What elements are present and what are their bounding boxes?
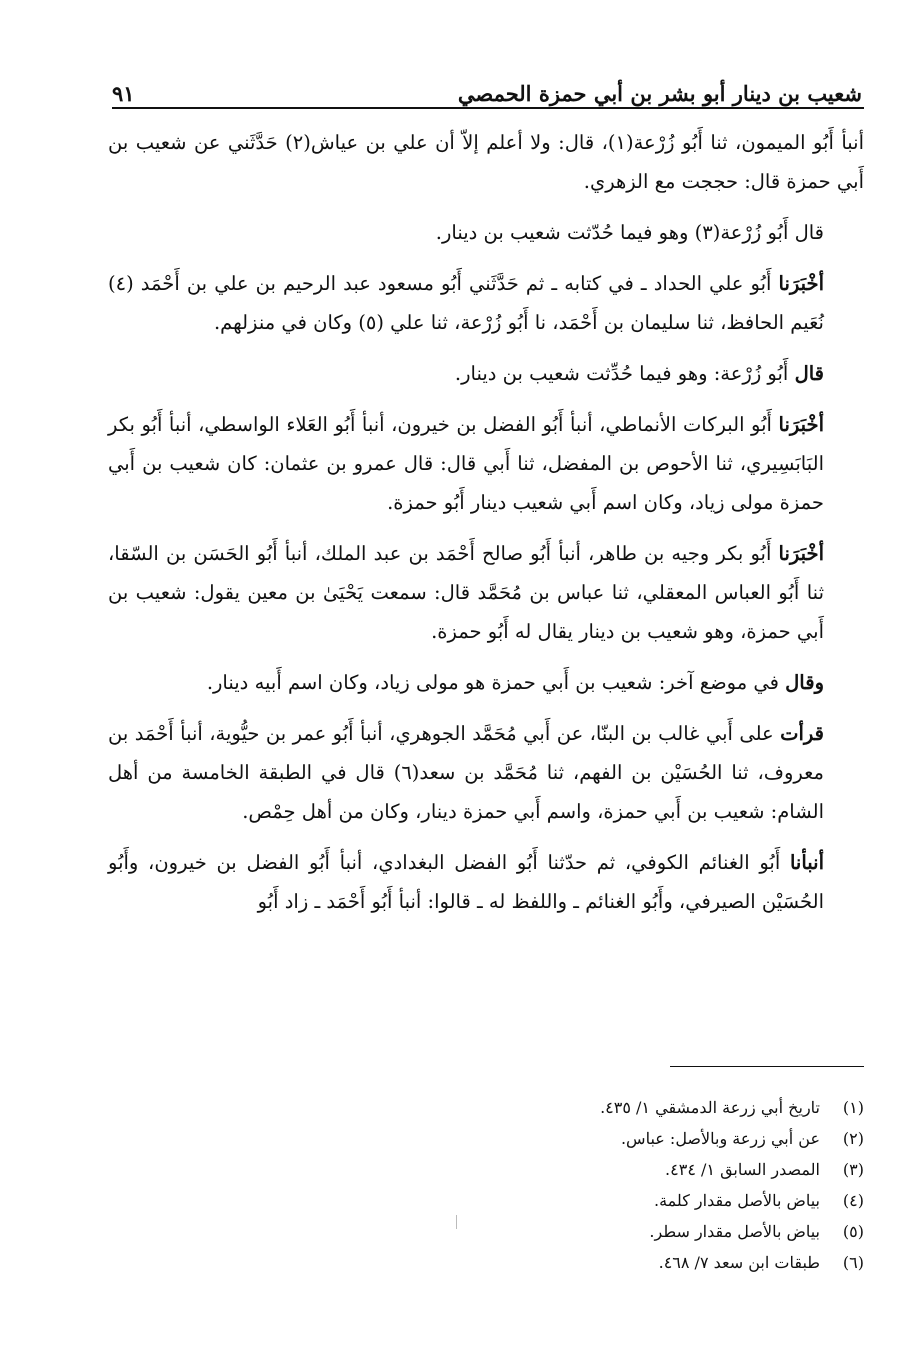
footnote-text: بياض بالأصل مقدار سطر. (649, 1222, 820, 1241)
paragraph-lead: أنبأنا (789, 851, 824, 874)
footnote (440, 1247, 864, 1278)
footnote-text: تاريخ أبي زرعة الدمشقي ١/ ٤٣٥. (600, 1098, 820, 1117)
footnote-rule (670, 1066, 864, 1067)
paragraph-text: على أَبي غالب بن البنّا، عن أَبي مُحَمَّد الجوهري، أنبأ أَبُو عمر بن حيُّوية، أنبأ أَحْمَد بن معروف، ثنا الحُسَيْن بن الفهم، ثنا مُحَمَّد بن سعد(٦) قال في الطبقة الخامسة من أهل الشام: شعيب بن أَبي حمزة، واسم أَبي حمزة دينار، وكان من أهل حِمْص. (108, 722, 824, 823)
paragraph (108, 123, 864, 201)
paragraph-lead: أخْبَرَنا (778, 413, 824, 436)
footnote (440, 1216, 864, 1247)
paragraph-lead: أخْبَرَنا (778, 542, 824, 565)
footnote-number: (٥) (842, 1222, 864, 1241)
paragraph-lead: قال (794, 362, 824, 385)
paragraph-text: أَبُو علي الحداد ـ في كتابه ـ ثم حَدَّثَني أَبُو مسعود عبد الرحيم بن علي بن أَحْمَد (٤) نُعَيم الحافظ، ثنا سليمان بن أَحْمَد، نا أَبُو زُرْعة، ثنا علي (٥) وكان في منزلهم. (108, 272, 824, 334)
paragraph-lead: وقال (785, 671, 824, 694)
paragraph (108, 714, 864, 831)
paragraph-lead: قرأت (780, 722, 824, 745)
paragraph (108, 354, 864, 393)
footnote-number: (٣) (842, 1160, 864, 1179)
paragraph (108, 663, 864, 702)
running-header (112, 62, 862, 106)
paragraph-text: أَبُو الغنائم الكوفي، ثم حدّثنا أَبُو الفضل البغدادي، أنبأ أَبُو الفضل بن خيرون، وأَبُو الحُسَيْن الصيرفي، وأَبُو الغنائم ـ واللفظ له ـ قالوا: أنبأ أَبُو أَحْمَد ـ زاد أَبُو (108, 851, 824, 913)
footnote (440, 1154, 864, 1185)
paragraph (108, 264, 864, 342)
footnote-text: المصدر السابق ١/ ٤٣٤. (665, 1160, 820, 1179)
paragraph-text: في موضع آخر: شعيب بن أَبي حمزة هو مولى زياد، وكان اسم أَبيه دينار. (206, 671, 786, 694)
footnote-text: عن أبي زرعة وبالأصل: عباس. (620, 1129, 820, 1148)
footnote-number: (٦) (842, 1253, 864, 1272)
paragraph (108, 843, 864, 921)
footnote-number: (١) (842, 1098, 864, 1117)
paragraph-text: قال أَبُو زُرْعة(٣) وهو فيما حُدّثت شعيب بن دينار. (435, 221, 824, 244)
paragraph-text: أَبُو البركات الأنماطي، أنبأ أَبُو الفضل بن خيرون، أنبأ أَبُو العَلاء الواسطي، أنبأ أَبُو بكر البَابَسِيري، ثنا الأحوص بن المفضل، ثنا أَبي قال: قال عمرو بن عثمان: كان شعيب بن أَبي حمزة مولى زياد، وكان اسم أَبي شعيب دينار أَبُو حمزة. (108, 413, 824, 514)
footnote-number: (٤) (842, 1191, 864, 1210)
paragraph-lead: أخْبَرَنا (778, 272, 824, 295)
footnote (440, 1185, 864, 1216)
footnote (440, 1123, 864, 1154)
header-title: شعيب بن دينار أبو بشر بن أبي حمزة الحمصي (457, 81, 862, 106)
paragraph (108, 213, 864, 252)
paragraph-text: أَبُو زُرْعة: وهو فيما حُدِّثت شعيب بن دينار. (454, 362, 795, 385)
header-rule (112, 107, 864, 109)
paragraph (108, 405, 864, 522)
footnote-text: بياض بالأصل مقدار كلمة. (654, 1191, 820, 1210)
main-text (108, 123, 864, 933)
footnotes (440, 1092, 864, 1278)
footnote-text: طبقات ابن سعد ٧/ ٤٦٨. (658, 1253, 820, 1272)
scan-mark (456, 1215, 457, 1229)
footnote-number: (٢) (842, 1129, 864, 1148)
paragraph (108, 534, 864, 651)
page-number: ٩١ (112, 81, 135, 106)
footnote (440, 1092, 864, 1123)
paragraph-text: أَبُو بكر وجيه بن طاهر، أنبأ أَبُو صالح أَحْمَد بن عبد الملك، أنبأ أَبُو الحَسَن بن السّقا، ثنا أَبُو العباس المعقلي، ثنا عباس بن مُحَمَّد قال: سمعت يَحْيَىٰ بن معين يقول: شعيب بن أَبي حمزة، وهو شعيب بن دينار يقال له أَبُو حمزة. (108, 542, 824, 643)
paragraph-text: أنبأ أَبُو الميمون، ثنا أَبُو زُرْعة(١)، قال: ولا أعلم إلاّ أن علي بن عياش(٢) حَدَّثَني عن شعيب بن أَبي حمزة قال: حججت مع الزهري. (108, 131, 864, 193)
